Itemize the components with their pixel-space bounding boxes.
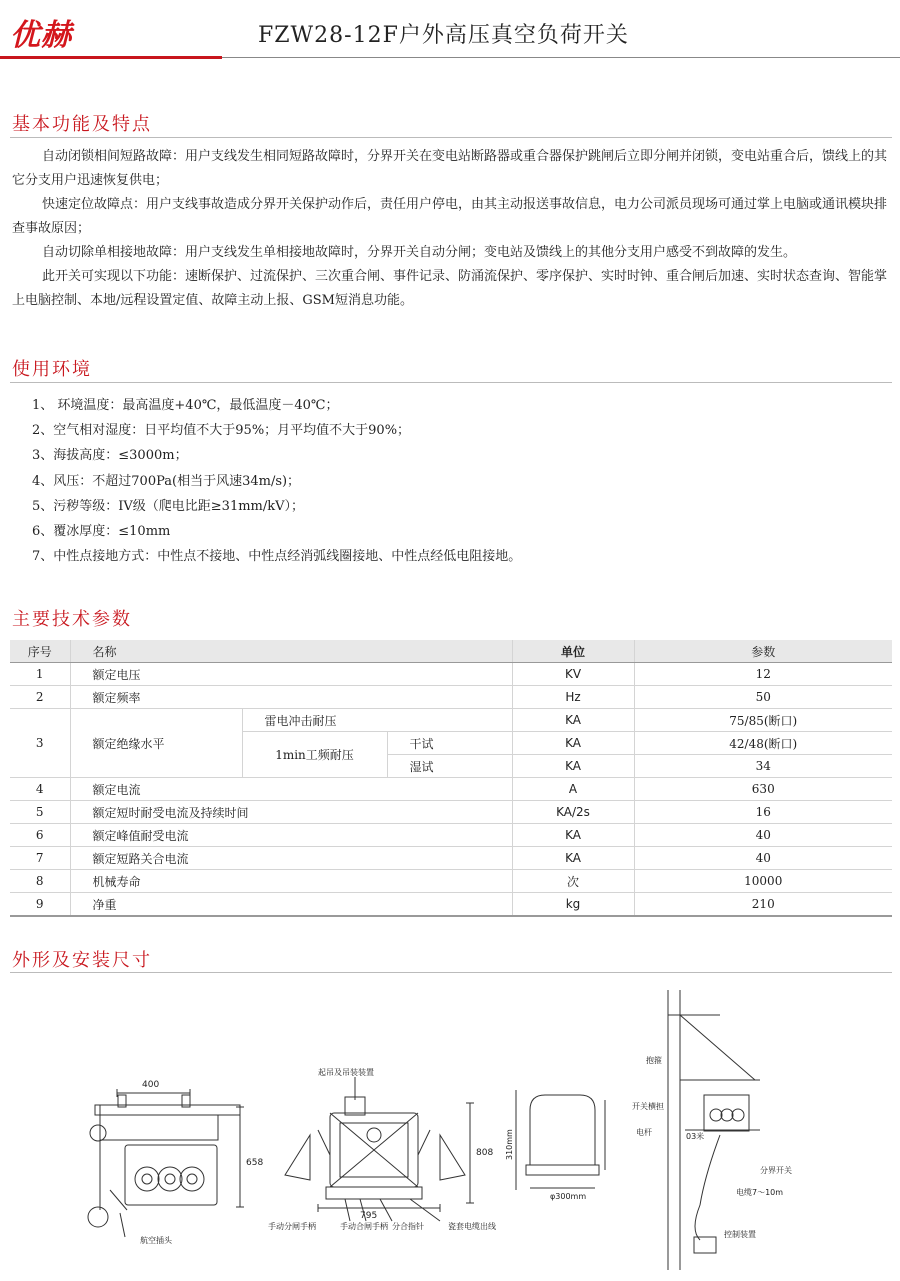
install-control-label: 控制装置 [724, 1230, 756, 1239]
feature-paragraph-3: 自动切除单相接地故障：用户支线发生单相接地故障时，分界开关自动分闸；变电站及馈线上的其他分支用户感受不到故障的发生。 [42, 245, 797, 260]
side-height-dim: 808 [476, 1148, 494, 1158]
side-manual-open-label: 手动分闸手柄 [268, 1222, 316, 1231]
side-width-dim: 795 [360, 1211, 378, 1221]
cell-value: 40 [634, 824, 892, 847]
side-indicator-label: 分合指针 [392, 1222, 424, 1231]
cell-unit: 次 [512, 870, 634, 893]
cell-subname: 1min工频耐压 [242, 732, 387, 778]
cell-no: 4 [10, 778, 70, 801]
features-text [12, 145, 892, 313]
section-rule-environment [10, 382, 892, 383]
header-rule [222, 57, 900, 58]
table-row [10, 824, 892, 847]
cell-no: 2 [10, 686, 70, 709]
header-unit: 单位 [512, 640, 634, 663]
section-title-params: 主要技术参数 [12, 609, 132, 630]
cell-unit: Hz [512, 686, 634, 709]
page-title: FZW28-12F户外高压真空负荷开关 [258, 23, 629, 48]
cell-unit: KA [512, 732, 634, 755]
table-row [10, 893, 892, 917]
cell-no: 3 [10, 709, 70, 778]
cell-value: 630 [634, 778, 892, 801]
install-switch-label: 分界开关 [760, 1166, 792, 1175]
side-manual-close-label: 手动合闸手柄 [340, 1222, 388, 1231]
cell-no: 8 [10, 870, 70, 893]
front-width-dim: 400 [142, 1080, 160, 1090]
cell-no: 1 [10, 663, 70, 686]
section-title-features: 基本功能及特点 [12, 114, 152, 135]
header-value: 参数 [634, 640, 892, 663]
cell-no: 5 [10, 801, 70, 824]
installation-drawing [0, 985, 900, 1275]
section-title-dimensions: 外形及安装尺寸 [12, 950, 152, 971]
table-row [10, 847, 892, 870]
cell-unit: KA/2s [512, 801, 634, 824]
cell-no: 6 [10, 824, 70, 847]
environment-item: 4、风压：不超过700Pa(相当于风速34m/s)； [32, 473, 301, 489]
controller-drawing [516, 1090, 605, 1190]
cell-no: 9 [10, 893, 70, 917]
feature-paragraph-4: 此开关可实现以下功能：速断保护、过流保护、三次重合闸、事件记录、防涌流保护、零序保护、实时时钟、重合闸后加速、实时状态查询、智能掌上电脑控制、本地/远程设置定值、故障主动上报、GSM短消息功能。 [12, 269, 888, 308]
table-row [10, 709, 892, 732]
page-header [0, 0, 900, 60]
cell-name: 额定短时耐受电流及持续时间 [70, 801, 512, 824]
feature-paragraph-1: 自动闭锁相间短路故障：用户支线发生相同短路故障时，分界开关在变电站断路器或重合器保护跳闸后立即分闸并闭锁，变电站重合后，馈线上的其它分支用户迅速恢复供电； [12, 149, 888, 188]
environment-item: 6、覆冰厚度：≤10mm [32, 524, 171, 540]
side-cable-out-label: 瓷套电缆出线 [448, 1222, 496, 1231]
cell-value: 50 [634, 686, 892, 709]
pole-install-drawing [668, 990, 760, 1270]
cell-name: 额定频率 [70, 686, 512, 709]
table-row [10, 870, 892, 893]
front-view-drawing [88, 1089, 244, 1237]
cell-subname: 湿试 [387, 755, 512, 778]
front-height-dim: 658 [246, 1158, 264, 1168]
environment-item: 2、空气相对湿度：日平均值不大于95%；月平均值不大于90%； [32, 423, 411, 439]
install-pole-label: 电杆 [636, 1128, 652, 1137]
brand-logo: 优赫 [10, 18, 72, 53]
params-table [10, 640, 892, 917]
cell-unit: KA [512, 847, 634, 870]
controller-diameter-dim: φ300mm [550, 1192, 587, 1201]
section-rule-dimensions [10, 972, 892, 973]
cell-name: 净重 [70, 893, 512, 917]
environment-item: 1、 环境温度：最高温度+40℃，最低温度－40℃； [32, 398, 339, 413]
cell-unit: KA [512, 709, 634, 732]
environment-item: 7、中性点接地方式：中性点不接地、中性点经消弧线圈接地、中性点经低电阻接地。 [32, 549, 522, 565]
feature-paragraph-2: 快速定位故障点：用户支线事故造成分界开关保护动作后，责任用户停电，由其主动报送事故信息，电力公司派员现场可通过掌上电脑或通讯模块排查事故原因； [12, 197, 888, 236]
side-lifting-label: 起吊及吊装装置 [318, 1068, 374, 1077]
cell-name: 额定绝缘水平 [70, 709, 242, 778]
cell-name: 额定峰值耐受电流 [70, 824, 512, 847]
cell-value: 75/85(断口) [634, 709, 892, 732]
header-accent-rule [0, 56, 222, 59]
cell-no: 7 [10, 847, 70, 870]
environment-item: 5、污秽等级：IV级（爬电比距≥31mm/kV）； [32, 498, 305, 514]
cell-name: 额定电压 [70, 663, 512, 686]
section-rule-features [10, 137, 892, 138]
header-name: 名称 [70, 640, 512, 663]
side-view-drawing [285, 1077, 474, 1221]
cell-subname: 干试 [387, 732, 512, 755]
cell-name: 机械寿命 [70, 870, 512, 893]
table-row [10, 663, 892, 686]
section-title-environment: 使用环境 [12, 359, 92, 380]
table-row [10, 801, 892, 824]
install-03-label: 03米 [686, 1132, 705, 1141]
controller-height-dim: 310mm [505, 1129, 514, 1160]
cell-name: 额定电流 [70, 778, 512, 801]
cell-value: 40 [634, 847, 892, 870]
front-connector-label: 航空插头 [140, 1236, 172, 1245]
environment-list [32, 393, 521, 569]
install-bracket-label: 开关横担 [632, 1102, 664, 1111]
cell-unit: KA [512, 824, 634, 847]
cell-value: 210 [634, 893, 892, 917]
cell-value: 12 [634, 663, 892, 686]
header-no: 序号 [10, 640, 70, 663]
cell-unit: KV [512, 663, 634, 686]
cell-unit: KA [512, 755, 634, 778]
table-row [10, 778, 892, 801]
table-header-row [10, 640, 892, 663]
cell-value: 10000 [634, 870, 892, 893]
cell-subname: 雷电冲击耐压 [242, 709, 512, 732]
cell-unit: kg [512, 893, 634, 917]
cell-value: 34 [634, 755, 892, 778]
install-cable-label: 电缆7～10m [736, 1188, 784, 1197]
environment-item: 3、海拔高度：≤3000m； [32, 448, 188, 464]
cell-name: 额定短路关合电流 [70, 847, 512, 870]
install-hoop-label: 抱箍 [646, 1056, 662, 1065]
cell-value: 42/48(断口) [634, 732, 892, 755]
table-row [10, 686, 892, 709]
cell-value: 16 [634, 801, 892, 824]
cell-unit: A [512, 778, 634, 801]
